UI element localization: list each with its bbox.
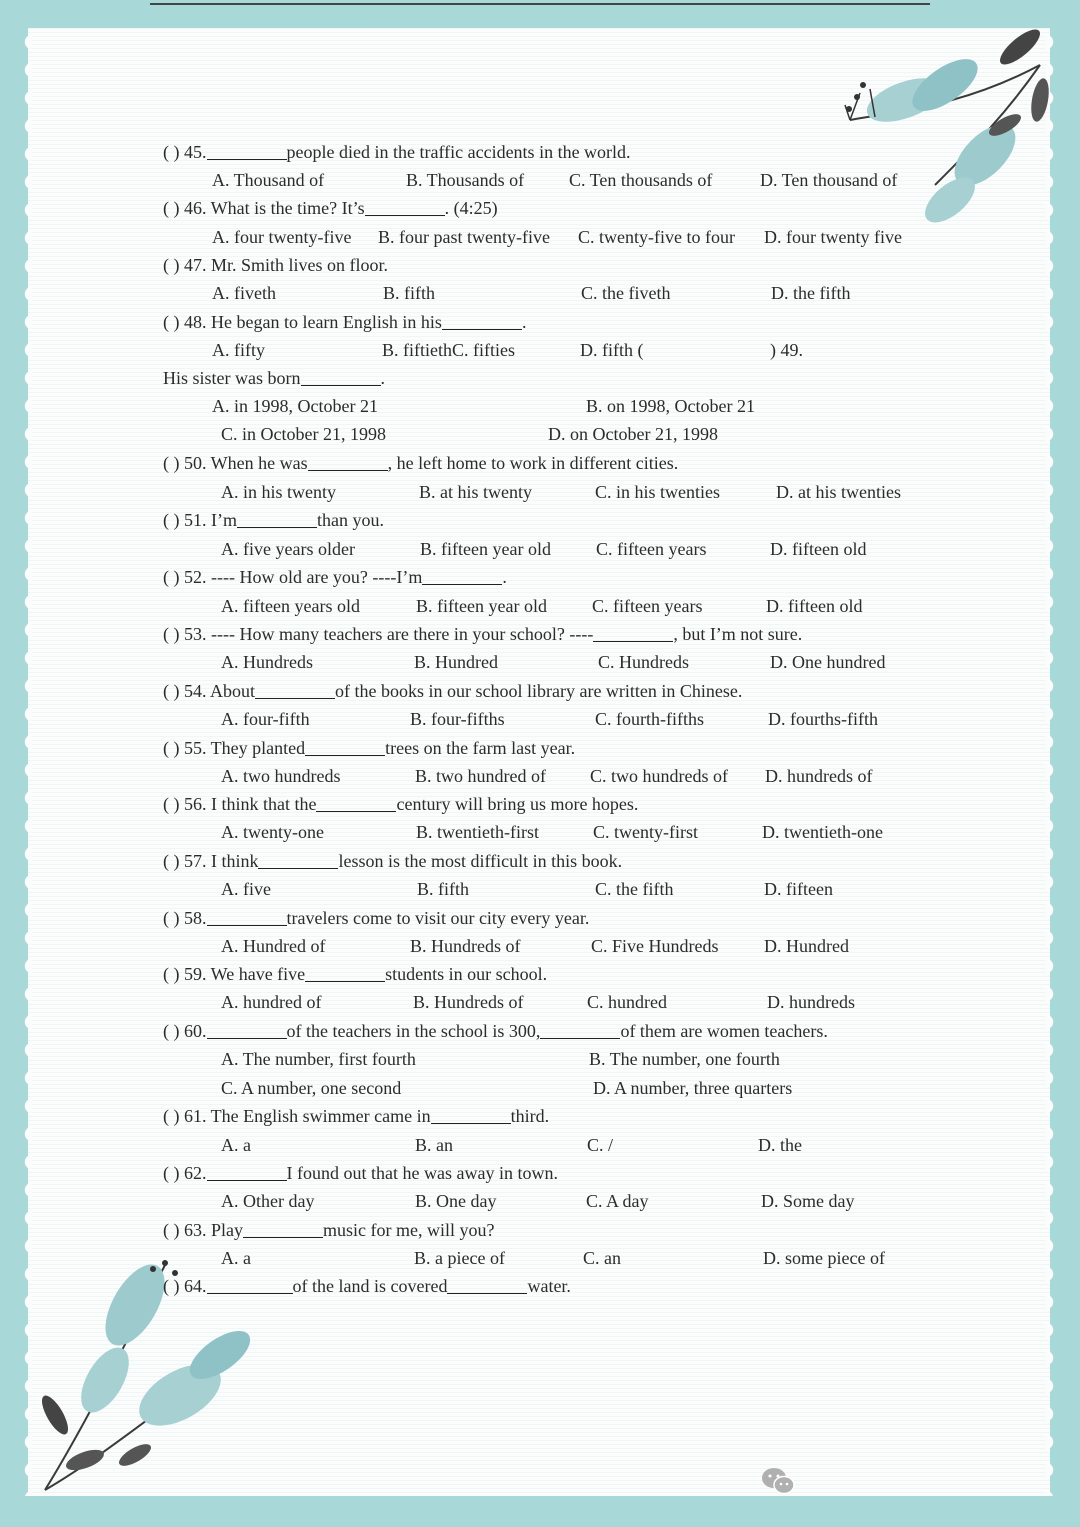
option-text[interactable]: A. four-fifth bbox=[221, 709, 310, 729]
option-text[interactable]: C. A day bbox=[586, 1191, 649, 1211]
option-text[interactable]: C. an bbox=[583, 1248, 621, 1268]
answer-blank[interactable] bbox=[237, 511, 317, 528]
option-text[interactable]: B. The number, one fourth bbox=[589, 1049, 780, 1069]
answer-blank[interactable] bbox=[365, 199, 445, 216]
question-line bbox=[163, 1105, 549, 1127]
question-line bbox=[163, 141, 631, 163]
question-text: students in our school. bbox=[385, 964, 548, 984]
option-text[interactable]: C. fifteen years bbox=[592, 596, 703, 616]
option-text[interactable]: A. a bbox=[221, 1135, 251, 1155]
question-text: ( ) 63. Play bbox=[163, 1220, 243, 1240]
answer-blank[interactable] bbox=[255, 682, 335, 699]
question-text: . (4:25) bbox=[444, 198, 498, 218]
option-text[interactable]: A. The number, first fourth bbox=[221, 1049, 416, 1069]
option-text[interactable]: A. Other day bbox=[221, 1191, 315, 1211]
option-text[interactable]: B. four-fifths bbox=[410, 709, 505, 729]
question-text: ( ) 59. We have five bbox=[163, 964, 306, 984]
question-text: travelers come to visit our city every year. bbox=[286, 908, 590, 928]
question-text: His sister was born bbox=[163, 368, 301, 388]
option-text[interactable]: C. / bbox=[587, 1135, 614, 1155]
option-text[interactable]: D. A number, three quarters bbox=[593, 1078, 793, 1098]
option-text[interactable]: B. a piece of bbox=[414, 1248, 505, 1268]
option-text[interactable]: A. a bbox=[221, 1248, 251, 1268]
answer-blank[interactable] bbox=[207, 143, 287, 160]
answer-blank[interactable] bbox=[447, 1277, 527, 1294]
watermark bbox=[760, 1466, 802, 1499]
question-text: . bbox=[521, 312, 527, 332]
question-text: than you. bbox=[316, 510, 384, 530]
option-text[interactable]: C. Ten thousands of bbox=[569, 170, 713, 190]
question-text: . bbox=[502, 567, 507, 587]
option-text[interactable]: A. in his twenty bbox=[221, 482, 336, 502]
question-line bbox=[163, 1275, 571, 1297]
option-text[interactable]: A. fiveth bbox=[212, 283, 276, 303]
question-line bbox=[163, 197, 498, 219]
question-text: ( ) 50. When he was bbox=[163, 453, 308, 473]
question-text: ( ) 60. bbox=[163, 1021, 207, 1041]
question-line bbox=[163, 623, 802, 645]
question-line bbox=[163, 452, 678, 474]
option-text[interactable]: C. in his twenties bbox=[595, 482, 720, 502]
question-text: ( ) 58. bbox=[163, 908, 207, 928]
option-text[interactable]: A. fifty bbox=[212, 340, 265, 360]
question-text: ( ) 53. ---- How many teachers are there in your school? ---- bbox=[163, 624, 594, 644]
question-text: , he left home to work in different cities. bbox=[387, 453, 679, 473]
question-text: of them are women teachers. bbox=[620, 1021, 828, 1041]
option-text[interactable]: A. two hundreds bbox=[221, 766, 341, 786]
wavy-border-right bbox=[1046, 28, 1056, 1496]
question-line bbox=[163, 311, 526, 333]
option-text[interactable]: C. fourth-fifths bbox=[595, 709, 704, 729]
question-line bbox=[163, 254, 388, 276]
answer-blank[interactable] bbox=[540, 1022, 620, 1039]
option-text[interactable]: A. Hundreds bbox=[221, 652, 313, 672]
question-text: people died in the traffic accidents in the world. bbox=[286, 142, 631, 162]
option-text[interactable]: C. twenty-first bbox=[593, 822, 698, 842]
option-text[interactable]: D. Ten thousand of bbox=[760, 170, 898, 190]
option-text[interactable]: B. fiftiethC. fifties bbox=[382, 340, 515, 360]
answer-blank[interactable] bbox=[442, 313, 522, 330]
question-text: ( ) 61. The English swimmer came in bbox=[163, 1106, 431, 1126]
option-text[interactable]: A. four twenty-five bbox=[212, 227, 352, 247]
question-text: , but I’m not sure. bbox=[673, 624, 803, 644]
option-text[interactable]: D. the bbox=[758, 1135, 802, 1155]
option-text[interactable]: B. One day bbox=[415, 1191, 497, 1211]
answer-blank[interactable] bbox=[207, 1277, 293, 1294]
option-text[interactable]: D. hundreds of bbox=[765, 766, 873, 786]
option-text[interactable]: D. fifteen old bbox=[770, 539, 867, 559]
question-text: ( ) 47. Mr. Smith lives on floor. bbox=[163, 255, 388, 275]
option-text[interactable]: B. an bbox=[415, 1135, 453, 1155]
option-text[interactable]: C. fifteen years bbox=[596, 539, 707, 559]
answer-blank[interactable] bbox=[243, 1221, 323, 1238]
leaf-decoration-top-right bbox=[835, 25, 1060, 225]
option-text[interactable]: D. Hundred bbox=[764, 936, 849, 956]
question-line bbox=[163, 1162, 558, 1184]
option-text[interactable]: B. Hundreds of bbox=[413, 992, 524, 1012]
header-rule bbox=[150, 3, 930, 5]
option-text[interactable]: D. some piece of bbox=[763, 1248, 885, 1268]
option-text[interactable]: A. hundred of bbox=[221, 992, 322, 1012]
question-text: ( ) 45. bbox=[163, 142, 207, 162]
option-text[interactable]: D. at his twenties bbox=[776, 482, 901, 502]
question-text: third. bbox=[510, 1106, 550, 1126]
question-text: ( ) 57. I think bbox=[163, 851, 259, 871]
question-line bbox=[163, 566, 507, 588]
question-line bbox=[163, 737, 575, 759]
question-text: ( ) 62. bbox=[163, 1163, 207, 1183]
answer-blank[interactable] bbox=[207, 1022, 287, 1039]
option-text[interactable]: A. Thousand of bbox=[212, 170, 325, 190]
question-line bbox=[163, 1020, 828, 1042]
question-text: ( ) 51. I’m bbox=[163, 510, 237, 530]
option-text[interactable]: A. Hundred of bbox=[221, 936, 326, 956]
option-text[interactable]: D. fifteen bbox=[764, 879, 833, 899]
answer-blank[interactable] bbox=[431, 1107, 511, 1124]
option-text[interactable]: C. hundred bbox=[587, 992, 667, 1012]
question-text: ( ) 48. He began to learn English in his bbox=[163, 312, 442, 332]
question-text: . bbox=[380, 368, 385, 388]
question-text: century will bring us more hopes. bbox=[396, 794, 639, 814]
option-text[interactable]: D. fifth ( bbox=[580, 340, 644, 360]
option-text[interactable]: B. fifteen year old bbox=[420, 539, 551, 559]
answer-blank[interactable] bbox=[308, 454, 388, 471]
question-text: ( ) 56. I think that the bbox=[163, 794, 317, 814]
question-line bbox=[163, 680, 742, 702]
question-text: water. bbox=[527, 1276, 571, 1296]
option-text[interactable]: C. the fiveth bbox=[581, 283, 671, 303]
wechat-icon bbox=[760, 1466, 796, 1496]
option-text[interactable]: C. Five Hundreds bbox=[591, 936, 719, 956]
option-text[interactable]: D. four twenty five bbox=[764, 227, 902, 247]
question-text: ( ) 52. ---- How old are you? ----I’m bbox=[163, 567, 423, 587]
option-text[interactable]: C. in October 21, 1998 bbox=[221, 424, 386, 444]
option-text[interactable]: B. on 1998, October 21 bbox=[586, 396, 755, 416]
question-text: ( ) 54. About bbox=[163, 681, 255, 701]
question-text: lesson is the most difficult in this book. bbox=[338, 851, 623, 871]
option-text[interactable]: B. two hundred of bbox=[415, 766, 546, 786]
option-text[interactable]: B. twentieth-first bbox=[416, 822, 539, 842]
option-text[interactable]: C. the fifth bbox=[595, 879, 674, 899]
question-line bbox=[163, 963, 547, 985]
option-text[interactable]: A. in 1998, October 21 bbox=[212, 396, 378, 416]
question-text: music for me, will you? bbox=[323, 1220, 495, 1240]
option-text[interactable]: A. five bbox=[221, 879, 271, 899]
answer-blank[interactable] bbox=[422, 568, 502, 585]
option-text[interactable]: A. fifteen years old bbox=[221, 596, 360, 616]
option-text[interactable]: B. fifth bbox=[383, 283, 435, 303]
option-text[interactable]: D. fifteen old bbox=[766, 596, 863, 616]
answer-blank[interactable] bbox=[258, 852, 338, 869]
option-text[interactable]: D. twentieth-one bbox=[762, 822, 883, 842]
answer-blank[interactable] bbox=[207, 1164, 287, 1181]
option-text[interactable]: B. fifth bbox=[417, 879, 469, 899]
option-text[interactable]: B. Hundreds of bbox=[410, 936, 521, 956]
answer-blank[interactable] bbox=[207, 909, 287, 926]
answer-blank[interactable] bbox=[593, 625, 673, 642]
question-text: of the books in our school library are written in Chinese. bbox=[335, 681, 743, 701]
answer-blank[interactable] bbox=[316, 795, 396, 812]
question-line bbox=[163, 793, 638, 815]
question-line bbox=[163, 509, 384, 531]
answer-blank[interactable] bbox=[305, 739, 385, 756]
option-text[interactable]: B. fifteen year old bbox=[416, 596, 547, 616]
question-text: ( ) 55. They planted bbox=[163, 738, 306, 758]
option-text[interactable]: C. Hundreds bbox=[598, 652, 689, 672]
question-line bbox=[163, 850, 622, 872]
question-text: of the teachers in the school is 300, bbox=[286, 1021, 541, 1041]
option-text[interactable]: ) 49. bbox=[770, 340, 803, 360]
answer-blank[interactable] bbox=[305, 965, 385, 982]
question-text: I found out that he was away in town. bbox=[286, 1163, 558, 1183]
option-text[interactable]: B. Thousands of bbox=[406, 170, 525, 190]
answer-blank[interactable] bbox=[301, 369, 381, 386]
question-line bbox=[163, 367, 385, 389]
option-text[interactable]: D. on October 21, 1998 bbox=[548, 424, 718, 444]
option-text[interactable]: D. Some day bbox=[761, 1191, 855, 1211]
option-text[interactable]: C. two hundreds of bbox=[590, 766, 728, 786]
option-text[interactable]: D. One hundred bbox=[770, 652, 886, 672]
option-text[interactable]: B. Hundred bbox=[414, 652, 498, 672]
option-text[interactable]: C. twenty-five to four bbox=[578, 227, 735, 247]
option-text[interactable]: D. fourths-fifth bbox=[768, 709, 878, 729]
option-text[interactable]: A. twenty-one bbox=[221, 822, 324, 842]
question-text: ( ) 64. bbox=[163, 1276, 207, 1296]
option-text[interactable]: B. at his twenty bbox=[419, 482, 532, 502]
option-text[interactable]: C. A number, one second bbox=[221, 1078, 402, 1098]
question-text: of the land is covered bbox=[292, 1276, 448, 1296]
question-line bbox=[163, 907, 589, 929]
option-text[interactable]: D. the fifth bbox=[771, 283, 851, 303]
option-text[interactable]: A. five years older bbox=[221, 539, 355, 559]
option-text[interactable]: B. four past twenty-five bbox=[378, 227, 550, 247]
question-text: ( ) 46. What is the time? It’s bbox=[163, 198, 365, 218]
question-line bbox=[163, 1219, 494, 1241]
option-text[interactable]: D. hundreds bbox=[767, 992, 855, 1012]
question-text: trees on the farm last year. bbox=[385, 738, 576, 758]
